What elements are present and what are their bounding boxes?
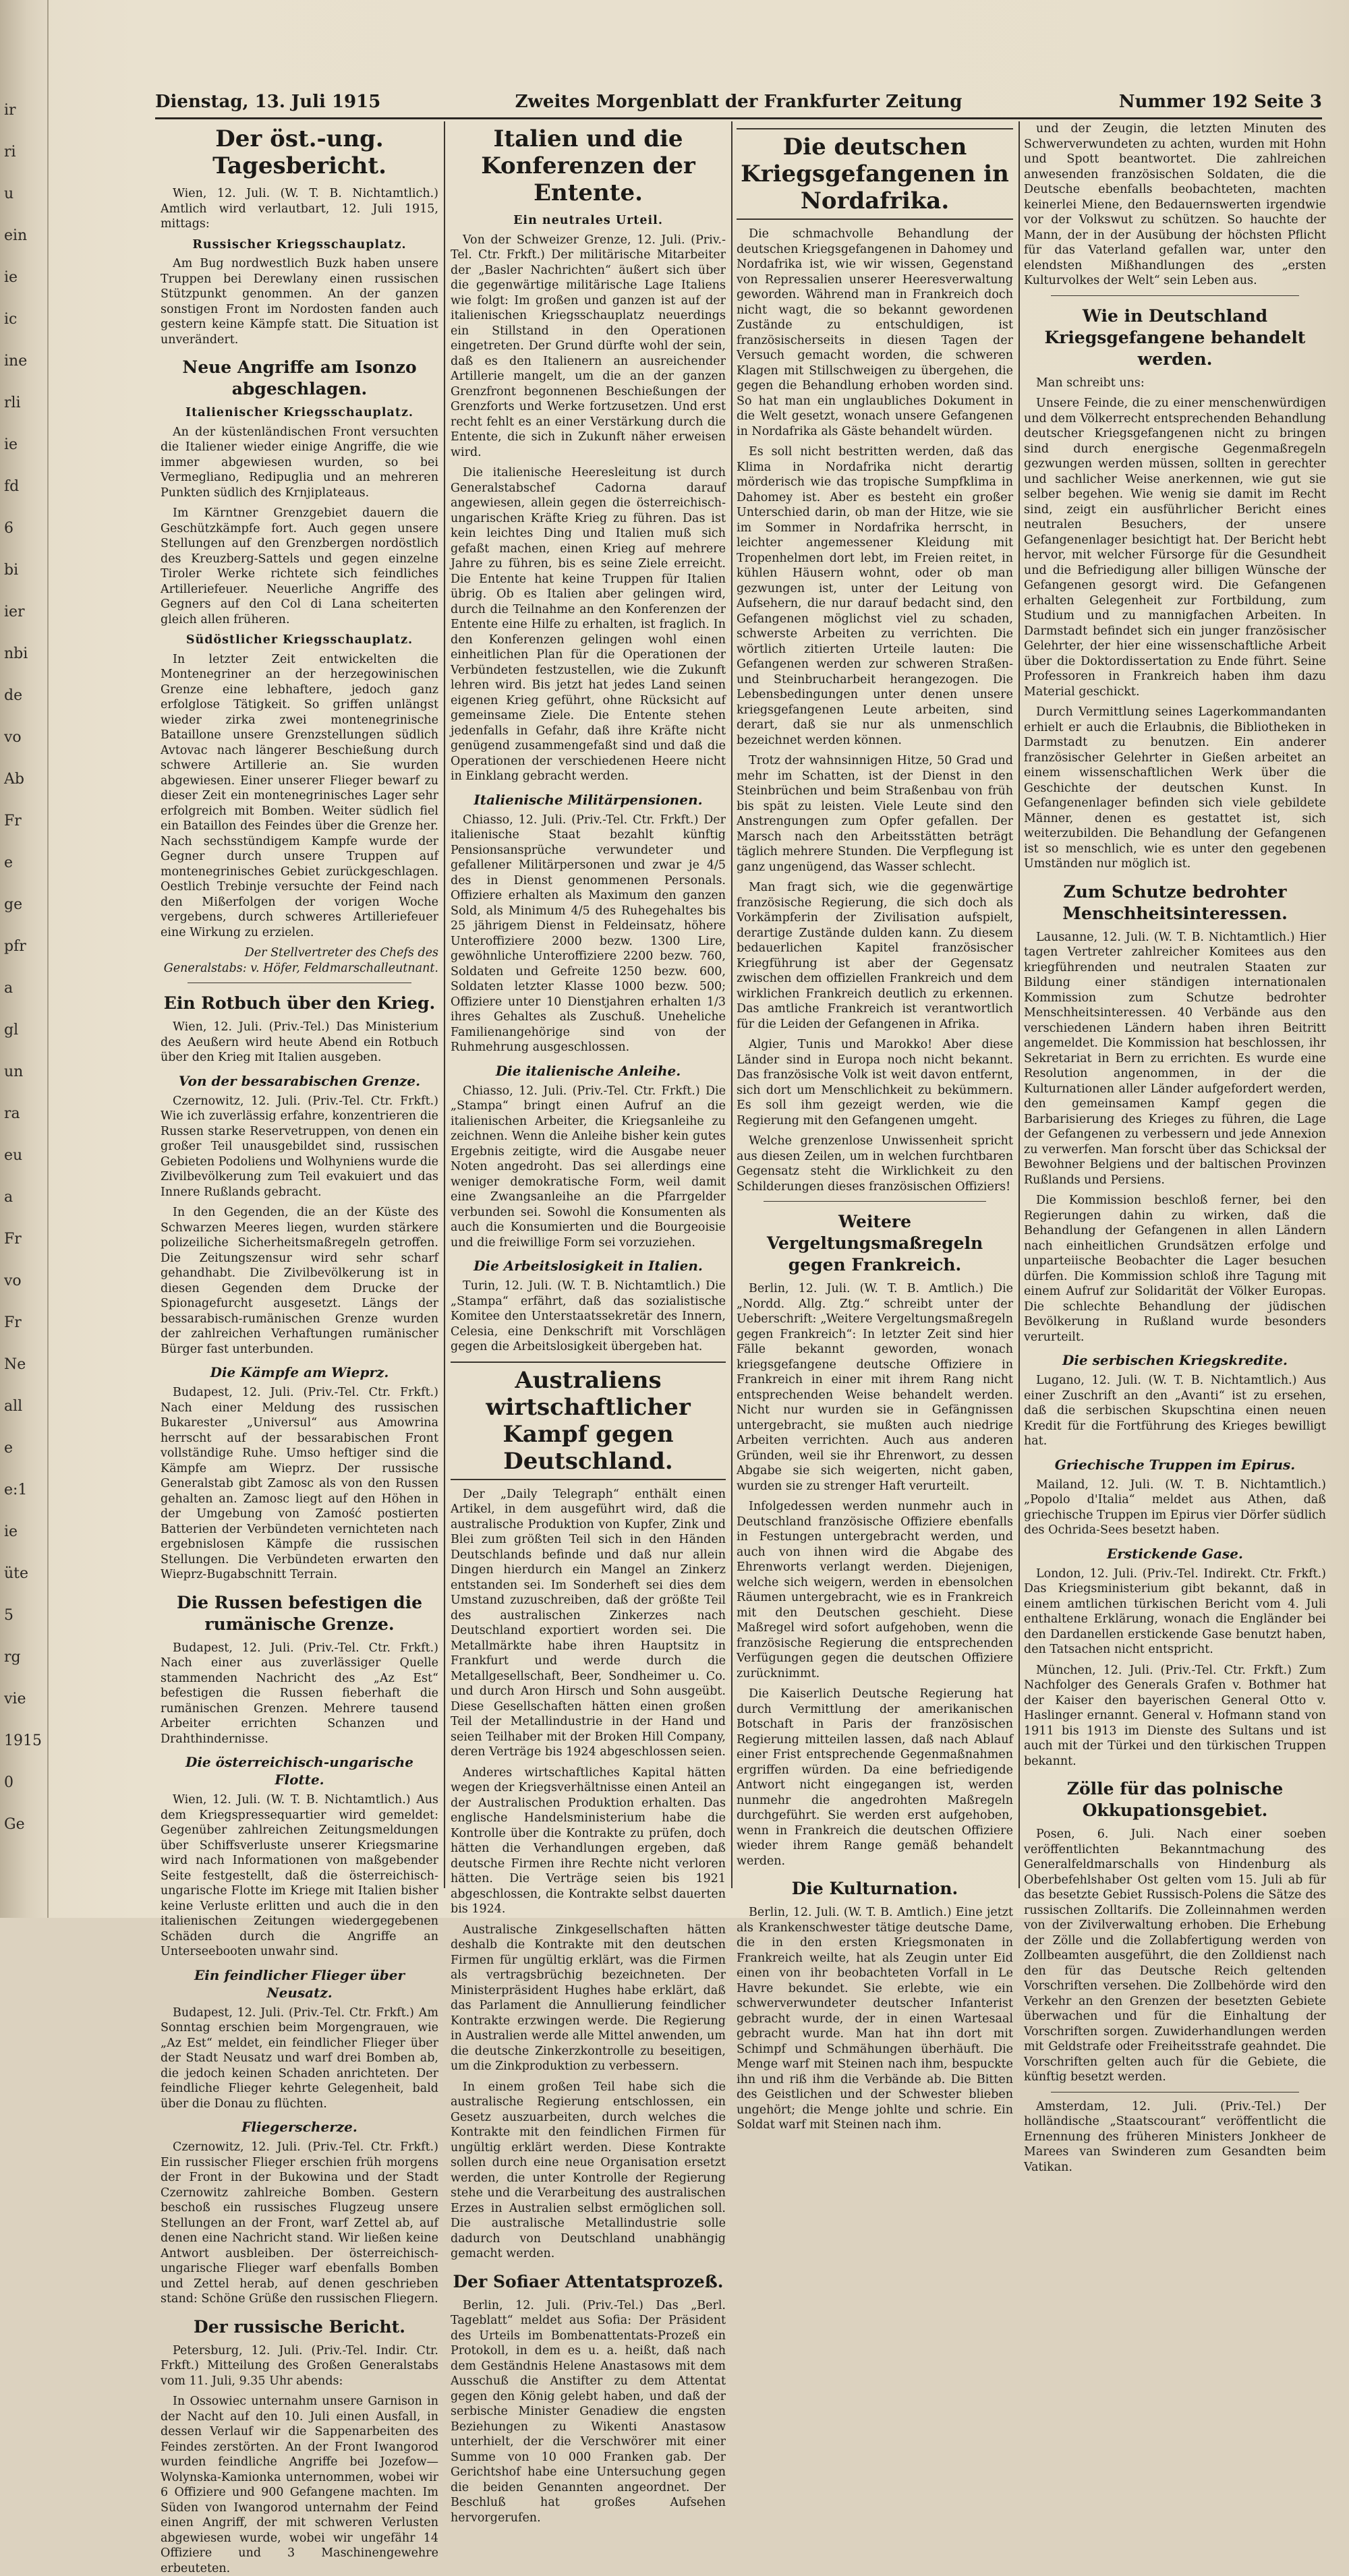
headline-anleihe: Die italienische Anleihe. [495, 1062, 681, 1079]
headline-menschheitsinteressen: Zum Schutze bedrohter Menschheitsinteressen. [1062, 881, 1288, 923]
spine-fragment: vo [4, 729, 22, 746]
spine-fragment: üte [4, 1565, 29, 1582]
spine-fragment: un [4, 1063, 24, 1080]
article-paragraph: Berlin, 12. Juli. (Priv.-Tel.) Das „Berl. Tageblatt“ meldet aus Sofia: Der Präsident des Urteils im Bombenattentats-Prozeß ein Protokoll, in dem es u. a. heißt, daß nach dem Geständnis Helene Anastasows mit dem Ausschuß die Anstifter zu dem Attentat gegen den König gelebt haben, und daß der serbische Minister Genadiew die engsten Beziehungen zu Wikenti Anastasow unterhielt, der die Verschwörer mit einer Summe von 10 000 Franken gab. Der Gerichtshof habe eine Untersuchung gegen die beiden Genannten angeordnet. Der Beschluß hat großes Aufsehen hervorgerufen. [451, 2298, 726, 2525]
column-rule [731, 121, 733, 1888]
divider [1051, 295, 1299, 296]
spine-fragment: ir [4, 102, 16, 119]
spine-fragment: de [4, 687, 23, 704]
headline-bessarabien: Von der bessarabischen Grenze. [178, 1072, 421, 1089]
headline-sofia-prozess: Der Sofiaer Attentatsprozeß. [453, 2271, 724, 2291]
column-1 [161, 121, 438, 2575]
spine-fragment: gl [4, 1022, 19, 1038]
headline-fliegerscherze: Fliegerscherze. [241, 2119, 357, 2135]
article-paragraph: In Ossowiec unternahm unsere Garnison in der Nacht auf den 10. Juli einen Ausfall, in dessen Verlauf wir die Sappenarbeiten des Feindes zerstörten. An der Front Iwangorod wurden feindliche Angriffe bei Jozefow—Wolynska-Kamionka unternommen, wobei wir 6 Offiziere und 900 Gefangene machten. Im Süden von Iwangorod unternahm der Feind einen Angriff, der mit schweren Verlusten abgewiesen wurde, wobei wir ungefähr 14 Offiziere und 3 Maschinengewehre erbeuteten. [161, 2395, 438, 2575]
spine-fragment: 1915 [4, 1732, 42, 1749]
article-paragraph: Australische Zinkgesellschaften hätten deshalb die Kontrakte mit den deutschen Firmen für ungültig erklärt, was die Firmen als vertragsbrüchig bezeichneten. Der Ministerpräsident Hughes habe erklärt, daß das Parlament die Annullierung feindlicher Kontrakte erzwingen werde. Die Regierung in Australien werde alle Mittel anwenden, um die deutsche Zinkerzkontrolle zu beseitigen, um die Zinkproduktion zu verbessern. [451, 1923, 726, 2073]
spine-fragment: Ge [4, 1816, 25, 1833]
spine-fragment: ein [4, 227, 28, 244]
article-paragraph: Die italienische Heeresleitung ist durch Generalstabschef Cadorna darauf angewiesen, allein gegen die österreichisch-ungarischen Kräfte Krieg zu führen. Das ist kein leichtes Ding und Italien muß sich gefaßt machen, einen Krieg auf mehrere Jahre zu führen, bis es seine Ziele erreicht. Die Entente hat keine Truppen für Italien übrig. Ob es Italien aber gelingen wird, durch die Teilnahme an den Konferenzen der Entente eine Hilfe zu erhalten, ist fraglich. In den Konferenzen gelingen wohl einen einheitlichen Plan für die Operationen der Verbündeten festzustellen, wie die Zukunft lehren wird. Bis jetzt hat jedes Land seinen eigenen Krieg geführt, ohne Rücksicht auf gemeinsame Ziele. Die Entente stehen jedenfalls in Gefahr, daß ihre Kräfte nicht genügend zusammengefaßt sind und daß die Operationen der verschiedenen Heere nicht in Einklang gebracht werden. [451, 466, 726, 783]
article-paragraph: Wien, 12. Juli. (W. T. B. Nichtamtlich.) Amtlich wird verlautbart, 12. Juli 1915, mittags: [161, 187, 438, 231]
article-paragraph: Es soll nicht bestritten werden, daß das Klima in Nordafrika nicht derartig mörderisch wie das tropische Sumpfklima in Dahomey ist. Aber es besteht ein großer Unterschied darin, ob man der Hitze, wie sie im Sommer in Nordafrika herrscht, in leichter angemessener Kleidung mit Tropenhelmen dort lebt, im Freien reitet, in kühlen Häusern wohnt, oder ob man gezwungen ist, unter der Leitung von Aufsehern, die nur darauf bedacht sind, den Gefangenen möglichst viel zu schaden, schwerste Arbeiten zu verrichten. Die wörtlich zitierten Urteile lauten: Die Gefangenen werden zur schweren Straßen- und Steinbrucharbeit herangezogen. Die Lebensbedingungen unter denen unsere kriegsgefangenen Leute arbeiten, sind derart, daß sie nur als unmenschlich bezeichnet werden können. [737, 445, 1013, 747]
headline-rotbuch: Ein Rotbuch über den Krieg. [163, 993, 436, 1013]
headline-militaerpensionen: Italienische Militärpensionen. [473, 791, 703, 808]
spine-fragment: nbi [4, 645, 28, 662]
spine-fragment: ic [4, 311, 18, 328]
article-paragraph: Unsere Feinde, die zu einer menschenwürdigen und dem Völkerrecht entsprechenden Behandlung deutscher Kriegsgefangenen nicht zu bringen sind durch energische Gegenmaßregeln gezwungen werden müssen, sollten in gerechter und sachlicher Weise anerkennen, wie gut sie selber begehen. Wie wenig sie damit im Recht sind, zeigt ein ausführlicher Bericht eines neutralen Besuchers, der unsere Gefangenenlager besichtigt hat. Der Bericht hebt hervor, mit welcher Fürsorge für die Gesundheit und die Befriedigung aller billigen Wünsche der Gefangenen gesorgt wird. Die Gefangenen erhalten Gelegenheit zur Fortbildung, zum Studium und zu mannigfachen Arbeiten. In Darmstadt befindet sich ein junger französischer Gelehrter, der hier eine wissenschaftliche Arbeit über die Doktordissertation zu Ende führt. Seine Professoren in Frankreich haben ihm dazu Material geschickt. [1024, 397, 1326, 699]
subheading: Südöstlicher Kriegsschauplatz. [185, 633, 413, 647]
article-paragraph: Am Bug nordwestlich Buzk haben unsere Truppen bei Derewlany einen russischen Stützpunkt genommen. An der ganzen sonstigen Front im Nordosten fanden auch gestern keine Kämpfe statt. Die Situation ist unverändert. [161, 257, 438, 347]
article-paragraph: Turin, 12. Juli. (W. T. B. Nichtamtlich.) Die „Stampa“ erfährt, daß das sozialistische Komitee den Unterstaatssekretär des Innern, Celesia, eine Denkschrift mit Vorschlägen gegen die Arbeitslosigkeit übergeben hat. [451, 1279, 726, 1353]
article-paragraph: Budapest, 12. Juli. (Priv.-Tel. Ctr. Frkft.) Nach einer Meldung des russischen Bukarester „Universul“ aus Amowrina herrscht auf der bessarabischen Front vollständige Ruhe. Umso heftiger sind die Kämpfe am Wieprz. Der russische Generalstab gibt Zamosc als von den Russen gehalten an. Zamosc liegt auf den Höhen in der Umgebung von Zamość postierten Batterien der Verbündeten vernichteten nach ergebnislosen Kämpfe die russischen Stellungen. Die Verbündeten erwarten den Wieprz-Bugabschnitt Terrain. [161, 1386, 438, 1581]
article-paragraph: Lausanne, 12. Juli. (W. T. B. Nichtamtlich.) Hier tagen Vertreter zahlreicher Komitees aus den kriegführenden und neutralen Staaten zur Bildung einer ständigen internationalen Kommission zum Schutze bedrohter Menschheitsinteressen. 40 Verbände aus den verschiedenen Ländern haben ihren Beitritt angemeldet. Die Kommission hat beschlossen, ihr Sekretariat in Bern zu errichten. Es wurde eine Resolution angenommen, in der die Kulturnationen aller Länder aufgefordert werden, den gemeinsamen Kampf gegen die Barbarisierung des Krieges zu führen, die Lage der Gefangenen zu verbessern und jede Annexion zu verwerfen. Man forscht über das Schicksal der Bewohner Belgiens und der baltischen Provinzen Rußlands und Persiens. [1024, 930, 1326, 1187]
spine-fragment: Ab [4, 771, 24, 788]
article-paragraph: Die schmachvolle Behandlung der deutschen Kriegsgefangenen in Dahomey und Nordafrika ist, wie wir wissen, Gegenstand von Repressalien unserer Heeresverwaltung geworden. Während man in Frankreich doch nicht wagt, die so bekannt gewordenen Zustände zu entschuldigen, ist französischerseits in diesen Tagen der Versuch gemacht worden, die schweren Klagen mit Stillschweigen zu übergehen, die gegen die Behandlung erhoben worden sind. So hat man ein unglaubliches Dokument in die Welt gesetzt, wonach unsere Gefangenen in Nordafrika als Gäste behandelt würden. [737, 227, 1013, 438]
article-paragraph: Welche grenzenlose Unwissenheit spricht aus diesen Zeilen, um in welchen furchtbaren Gegensatz steht die Wirklichkeit zu den Schilderungen dieses französischen Offiziers! [737, 1134, 1013, 1194]
headline-kulturnation: Die Kulturnation. [791, 1879, 958, 1898]
spine-fragment: ier [4, 604, 25, 620]
column-2 [451, 121, 726, 2525]
spine-fragment: rli [4, 394, 21, 411]
headline-wieprz: Die Kämpfe am Wieprz. [210, 1364, 389, 1380]
article-paragraph: Mailand, 12. Juli. (W. T. B. Nichtamtlich.) „Popolo d'Italia“ meldet aus Athen, daß griechische Truppen im Epirus vier Dörfer südlich des Ochrida-Sees besetzt haben. [1024, 1477, 1326, 1537]
headline-isonzo: Neue Angriffe am Isonzo abgeschlagen. [182, 357, 417, 399]
article-paragraph: An der küstenländischen Front versuchten die Italiener wieder einige Angriffe, die wie immer abgewiesen wurden, so bei Vermegliano, Redipuglia und an mehreren Punkten südlich des Krnjiplateaus. [161, 425, 438, 500]
header-title: Zweites Morgenblatt der Frankfurter Zeitung [515, 92, 963, 112]
spine-fragment: eu [4, 1147, 23, 1164]
signature: Der Stellvertreter des Chefs des Generalstabs: v. Höfer, Feldmarschalleutnant. [163, 946, 438, 975]
article-paragraph: Budapest, 12. Juli. (Priv.-Tel. Ctr. Frkft.) Am Sonntag erschien beim Morgengrauen, wie „Az Est“ meldet, ein feindlicher Flieger über der Stadt Neusatz und warf drei Bomben ab, die jedoch keinen Schaden anrichteten. Der feindliche Flieger kehrte Gelegenheit, bald über die Donau zu flüchten. [161, 2006, 438, 2111]
spine-fragment: ge [4, 896, 23, 913]
spine-fragment: a [4, 1189, 13, 1206]
headline-russischer-bericht: Der russische Bericht. [194, 2316, 405, 2337]
article-paragraph: Infolgedessen werden nunmehr auch in Deutschland französische Offiziere ebenfalls in Festungen untergebracht werden, und auch von ihnen wird die Abgabe des Ehrenworts verlangt werden. Diejenigen, welche sich weigern, werden in ebensolchen Räumen untergebracht, wie es in Frankreich mit den Deutschen geschieht. Diese Maßregel wird sofort aufgehoben, wenn die französische Regierung die entsprechenden Verfügungen gegen die deutschen Offiziere zurücknimmt. [737, 1500, 1013, 1680]
headline-vergeltung: Weitere Vergeltungsmaßregeln gegen Frankreich. [766, 1212, 983, 1275]
article-paragraph: Algier, Tunis und Marokko! Aber diese Länder sind in Europa noch nicht bekannt. Das französische Volk ist weit davon entfernt, sich dort um Menschlichkeit zu bekümmern. Es soll ihm gezeigt werden, wie die Regierung mit den Gefangenen umgeht. [737, 1038, 1013, 1128]
divider [764, 1201, 986, 1202]
article-paragraph: Man fragt sich, wie die gegenwärtige französische Regierung, die sich doch als Vorkämpferin der Zivilisation aufspielt, derartige Zustände dulden kann. Zu diesem bedauerlichen Kapitel französischer Kriegführung ist aber der Gegensatz zwischen dem offiziellen Frankreich und dem wirklichen Frankreich deutlich zu erkennen. Das amtliche Frankreich ist verantwortlich für die Leiden der Gefangenen in Afrika. [737, 881, 1013, 1031]
article-paragraph: Man schreibt uns: [1036, 376, 1145, 390]
spine-fragment: a [4, 980, 13, 997]
article-paragraph: Lugano, 12. Juli. (W. T. B. Nichtamtlich.) Aus einer Zuschrift an den „Avanti“ ist zu ersehen, daß die serbischen Skupschtina einen neuen Kredit für die Fortführung des Krieges bewilligt hat. [1024, 1374, 1326, 1448]
spine-fragment: ra [4, 1105, 20, 1122]
spine-fragment: ine [4, 353, 28, 370]
headline-rumaenische-grenze: Die Russen befestigen die rumänische Grenze. [177, 1592, 422, 1634]
subheading: Ein neutrales Urteil. [513, 214, 663, 227]
article-paragraph: Posen, 6. Juli. Nach einer soeben veröffentlichten Bekanntmachung des Generalfeldmarschalls von Hindenburg als Oberbefehlshaber Ost gelten vom 15. Juli ab für das besetzte Gebiet Russisch-Polens die Sätze des russischen Zolltarifs. Die Zolleinnahmen werden von der Zivilverwaltung erhoben. Die Erhebung der Zölle und die Zollabfertigung werden von Zollbeamten ausgeführt, die den Zolldienst nach den für das Deutsche Reich geltenden Vorschriften versehen. Die Zollbehörde wird den Verkehr an den Grenzen der besetzten Gebiete überwachen und für die Einhaltung der Vorschriften sorgen. Zuwiderhandlungen werden mit Geldstrafe oder Freiheitsstrafe geahndet. Die Vorschriften gelten auch für die Gebiete, die künftig besetzt werden. [1024, 1827, 1326, 2084]
article-paragraph: Wien, 12. Juli. (W. T. B. Nichtamtlich.) Aus dem Kriegspressequartier wird gemeldet: Gegenüber zahlreichen Zeitungsmeldungen über Schiffsverluste unserer Kriegsmarine wird nach Informationen von maßgebender Seite festgestellt, daß die österreichisch-ungarische Flotte im Kriege mit Italien bisher keine Verluste erlitten und auch die in den italienischen Zeitungen wiedergegebenen Schäden durch die Angriffe an Unterseebooten unwahr sind. [161, 1793, 438, 1958]
article-paragraph: Chiasso, 12. Juli. (Priv.-Tel. Ctr. Frkft.) Der italienische Staat bezahlt künftig Pensionsansprüche verwundeter und gefallener Militärpersonen und zwar je 4/5 des in Dienst genommenen Personals. Offiziere erhalten als Maximum den ganzen Sold, als Minimum 4/5 des Ruhegehaltes bis 25 jährigem Dienst in Feldeinsatz, höhere Unteroffiziere 2000 bezw. 1300 Lire, gewöhnliche Unteroffiziere 2200 bezw. 760, Soldaten und Gefreite 1250 bezw. 600, Soldaten letzter Klasse 1000 bezw. 500; Offiziere unter 10 Dienstjahren erhalten 1/3 ihres Gehaltes als Zuschuß. Uneheliche Familienangehörige sind von der Ruhmehrung ausgeschlossen. [451, 813, 726, 1054]
article-paragraph: Berlin, 12. Juli. (W. T. B. Amtlich.) Die „Nordd. Allg. Ztg.“ schreibt unter der Ueberschrift: „Weitere Vergeltungsmaßregeln gegen Frankreich“: In letzter Zeit sind hier Fälle bekannt geworden, wonach kriegsgefangene deutsche Offiziere in Frankreich in einer mit ihrem Rang nicht entsprechenden Weise behandelt werden. Nicht nur wurden sie in Gefängnissen untergebracht, sie mußten auch niedrige Arbeiten verrichten. Auch aus anderen Gründen, weil sie ihr Ehrenwort, zu dessen Abgabe sie sich weigerten, nicht gaben, wurden sie zu strenger Haft verurteilt. [737, 1282, 1013, 1493]
spine-fragment: ie [4, 269, 18, 286]
article-paragraph: Die Kommission beschloß ferner, bei den Regierungen dahin zu wirken, daß die Behandlung der Gefangenen in allen Ländern nach einheitlichen Grundsätzen erfolge und unparteiische Beobachter die Lager besuchen dürfen. Die Kommission schloß ihre Tagung mit einem Aufruf zur Solidarität der Völker Europas. Die schlechte Behandlung der jüdischen Bevölkerung in Rußland wurde besonders verurteilt. [1024, 1194, 1326, 1344]
headline-behandlung-gefangene: Wie in Deutschland Kriegsgefangene behandelt werden. [1044, 305, 1306, 369]
headline-box [451, 1362, 726, 1480]
spine-fragment: Fr [4, 1231, 22, 1248]
headline-tagesbericht: Der öst.-ung. Tagesbericht. [212, 125, 386, 179]
spine-fragment: e [4, 1440, 13, 1457]
article-paragraph: Chiasso, 12. Juli. (Priv.-Tel. Ctr. Frkft.) Die „Stampa“ bringt einen Aufruf an die italienischen Arbeiter, die Kriegsanleihe zu zeichnen. Wenn die Anleihe bisher kein gutes Ergebnis zeitigte, wird die Ausgabe neuer Noten angedroht. Das sei allerdings eine weniger demokratische Form, weil damit eine Zwangsanleihe an die Pfarrgelder verbunden sei. Sowohl die Konsumenten als auch die Konsumierten und die Bourgeoisie und die freiwillige Form sei vorzuziehen. [451, 1084, 726, 1250]
article-paragraph: Die Kaiserlich Deutsche Regierung hat durch Vermittlung der amerikanischen Botschaft in Paris der französischen Regierung mitteilen lassen, daß nach Ablauf einer Frist entsprechende Gegenmaßnahmen ergriffen würden. Da eine befriedigende Antwort nicht eingegangen ist, werden nunmehr die angedrohten Maßregeln durchgeführt. Sie werden erst aufgehoben, wenn in Frankreich die deutschen Offiziere wieder ihrem Range gemäß behandelt werden. [737, 1687, 1013, 1868]
headline-italien-entente: Italien und die Konferenzen der Entente. [481, 125, 695, 206]
column-rule [444, 121, 445, 1888]
column-3 [737, 121, 1013, 2132]
spine-fragment: pfr [4, 938, 26, 955]
article-paragraph: und der Zeugin, die letzten Minuten des Schwerverwundeten zu achten, wurden mit Hohn und Spott beantwortet. Die zahlreichen anwesenden französischen Soldaten, die die Deutsche ebenfalls beobachteten, machten keinerlei Miene, den Bedauernswerten irgendwie vor der Volkswut zu schützen. So hauchte der Mann, der in der Ausübung der höchsten Pflicht für das Vaterland gefallen war, unter den elendsten Mißhandlungen des „ersten Kulturvolkes der Welt“ sein Leben aus. [1024, 122, 1326, 287]
page-header [155, 88, 1322, 119]
spine-fragment: 6 [4, 520, 13, 537]
article-paragraph: In den Gegenden, die an der Küste des Schwarzen Meeres liegen, wurden stärkere polizeiliche Sicherheitsmaßregeln getroffen. Die Zeitungszensur wird sehr scharf gehandhabt. Die Zivilbevölkerung ist in diesen Gegenden dem Drucke der Spionagefurcht ausgesetzt. Längs der bessarabisch-rumänischen Grenze wurden der zahlreichen Verhaftungen rumänischer Bürger fast unterbunden. [161, 1206, 438, 1356]
article-paragraph: In letzter Zeit entwickelten die Montenegriner an der herzegowinischen Grenze eine lebhaftere, jedoch ganz erfolglose Tätigkeit. So griffen unlängst wieder zirka zwei montenegrinische Bataillone unsere Grenzstellungen südlich Avtovac nach längerer Beschießung durch schwere Artillerie an. Sie wurden abgewiesen. Einer unserer Flieger bewarf zu dieser Zeit ein montenegrinisches Lager sehr erfolgreich mit Bomben. Weiter südlich fiel ein Bataillon des Feindes über die Grenze her. Nach sechsstündigem Kampfe wurde der Gegner durch unsere Truppen auf montenegrinisches Gebiet zurückgeschlagen. Oestlich Trebinje versuchte der Feind nach den Mißerfolgen der vorigen Woche vergebens, durch schweres Artilleriefeuer eine Wirkung zu erzielen. [161, 652, 438, 939]
headline-box [737, 128, 1013, 220]
headline-flotte: Die österreichisch-ungarische Flotte. [185, 1754, 414, 1788]
article-paragraph: Von der Schweizer Grenze, 12. Juli. (Priv.-Tel. Ctr. Frkft.) Der militärische Mitarbeiter der „Basler Nachrichten“ äußert sich über die gegenwärtige militärische Lage Italiens wie folgt: Im großen und ganzen ist auf der italienischen Kriegsschauplatz neuerdings ein Stillstand in den Operationen eingetreten. Der Grund dürfte wohl der sein, daß es den Italienern an ausreichender Artillerie mangelt, um die an der ganzen Grenzfront begonnenen Beschießungen der Grenzforts und Werke fortzusetzen. Und erst recht fehlt es an einer Verstärkung durch die Entente, die sich in Zukunft näher erweisen wird. [451, 233, 726, 459]
subheading: Italienischer Kriegsschauplatz. [185, 406, 414, 419]
header-date: Dienstag, 13. Juli 1915 [155, 92, 381, 112]
headline-arbeitslosigkeit: Die Arbeitslosigkeit in Italien. [473, 1258, 703, 1274]
spine-fragment: u [4, 185, 14, 202]
article-paragraph: Amsterdam, 12. Juli. (Priv.-Tel.) Der holländische „Staatscourant“ veröffentlicht die Ernennung des früheren Ministers Jonkheer de Marees van Swinderen zum Gesandten beim Vatikan. [1024, 2099, 1326, 2174]
headline-zoelle-polen: Zölle für das polnische Okkupationsgebiet. [1066, 1779, 1284, 1820]
spine-fragment: ie [4, 436, 18, 453]
spine-fragment: fd [4, 478, 20, 495]
spine-fragment: e:1 [4, 1482, 28, 1498]
spine-fragment: ie [4, 1523, 18, 1540]
article-paragraph: London, 12. Juli. (Priv.-Tel. Indirekt. Ctr. Frkft.) Das Kriegsministerium gibt bekannt, daß in einem amtlichen türkischen Bericht vom 4. Juli enthaltene Erklärung, wonach die Engländer bei den Dardanellen erstickende Gase benutzt haben, den Tatsachen nicht entspricht. [1024, 1567, 1326, 1656]
adjacent-page-edge [0, 0, 49, 1918]
article-paragraph: In einem großen Teil habe sich die australische Regierung entschlossen, ein Gesetz auszuarbeiten, durch welches die Kontrakte mit den feindlichen Firmen für ungültig erklärt werden. Diese Kontrakte sollen durch eine neue Organisation ersetzt werden, die unter Kontrolle der Regierung stehe und die Verarbeitung des australischen Erzes in Australien selbst ermöglichen soll. Die australische Metallindustrie solle dadurch von Deutschland unabhängig gemacht werden. [451, 2080, 726, 2260]
subheading: Russischer Kriegsschauplatz. [192, 237, 407, 252]
article-paragraph: Anderes wirtschaftliches Kapital hätten wegen der Kriegsverhältnisse einen Anteil an der Australischen Produktion erhalten. Das englische Handelsministerium habe die Kontrolle über die Kontrakte zu prüfen, doch hätten die Verhandlungen ergeben, daß deutsche Firmen ihre Rechte nicht verloren hätten. Die Verträge seien bis 1921 abgeschlossen, die Kontrakte selbst dauerten bis 1924. [451, 1765, 726, 1916]
spine-fragment: rg [4, 1649, 21, 1666]
article-paragraph: Czernowitz, 12. Juli. (Priv.-Tel. Ctr. Frkft.) Wie ich zuverlässig erfahre, konzentrieren die Russen starke Reservetruppen, von denen ein großer Teil unausgebildet sind, russischen Gebieten Podoliens und Wolhyniens wurde die Zivilbevölkerung zum Teil evakuiert und das Innere Rußlands gebracht. [161, 1094, 438, 1199]
article-paragraph: Budapest, 12. Juli. (Priv.-Tel. Ctr. Frkft.) Nach einer aus zuverlässiger Quelle stammenden Nachricht des „Az Est“ befestigen die Russen fieberhaft die rumänischen Grenzen. Mehrere tausend Arbeiter errichten Schanzen und Drahthindernisse. [161, 1641, 438, 1746]
spine-fragment: e [4, 854, 13, 871]
spine-fragment: 5 [4, 1607, 13, 1624]
headline-neusatz: Ein feindlicher Flieger über Neusatz. [194, 1966, 405, 2001]
article-paragraph: Durch Vermittlung seines Lagerkommandanten erhielt er auch die Erlaubnis, die Bibliotheken in Darmstadt zu benutzen. Ein anderer französischer Gelehrter in Gießen arbeitet an einem wissenschaftlichen Werk über die Geschichte der deutschen Kunst. In Gefangenenlager befinden sich viele gebildete Männer, denen es gestattet ist, sich weiterzubilden. Die Behandlung der Gefangenen ist so menschlich, wie es unter den gegebenen Umständen nur möglich ist. [1024, 705, 1326, 871]
article-paragraph: Wien, 12. Juli. (Priv.-Tel.) Das Ministerium des Aeußern wird heute Abend ein Rotbuch über den Krieg mit Italien ausgeben. [161, 1020, 438, 1064]
headline-kriegsgefangene-nordafrika: Die deutschen Kriegsgefangenen in Nordafrika. [741, 134, 1009, 214]
article-paragraph: Der „Daily Telegraph“ enthält einen Artikel, in dem ausgeführt wird, daß die australische Produktion von Kupfer, Zink und Blei zum größten Teil sich in den Händen Deutschlands befinde und daß nur allein Dingen hierdurch ein Mangel an Zinkerz entstanden sei. Im Sonderheft sei dies dem Umstand zuzuschreiben, daß der größte Teil des australischen Zinkerzes nach Deutschland exportiert worden sei. Die Metallmärkte habe ihren Hauptsitz in Frankfurt und werde durch die Metallgesellschaft, Beer, Sondheimer u. Co. und durch Aron Hirsch und Sohn ausgeübt. Diese Gesellschaften hätten einen großen Teil der Metallindustrie in der Hand und seien Teilhaber mit der Broken Hill Company, deren Verträge bis 1924 abgeschlossen seien. [451, 1487, 726, 1759]
spine-fragment: vie [4, 1691, 26, 1707]
spine-fragment: bi [4, 562, 19, 579]
article-paragraph: München, 12. Juli. (Priv.-Tel. Ctr. Frkft.) Zum Nachfolger des Generals Grafen v. Bothmer hat der Kaiser den bayerischen General Otto v. Haslinger ernannt. General v. Hofmann stand von 1911 bis 1913 im Dienste des Sultans und ist auch mit der Türkei und den türkischen Truppen bekannt. [1024, 1663, 1326, 1768]
header-number: Nummer 192 Seite 3 [1118, 92, 1322, 112]
article-paragraph: Petersburg, 12. Juli. (Priv.-Tel. Indir. Ctr. Frkft.) Mitteilung des Großen Generalstabs vom 11. Juli, 9.35 Uhr abends: [161, 2343, 438, 2388]
headline-australien: Australiens wirtschaftlicher Kampf gegen Deutschland. [486, 1366, 691, 1475]
headline-serbische-kredite: Die serbischen Kriegskredite. [1062, 1352, 1288, 1368]
article-paragraph: Czernowitz, 12. Juli. (Priv.-Tel. Ctr. Frkft.) Ein russischer Flieger erschien früh morgens der Front in der Bukowina und der Stadt Czernowitz zahlreiche Bomben. Gestern beschoß ein russisches Flugzeug unsere Stellungen an der Front, warf Zettel ab, auf denen eine Nachricht stand. Wir ließen keine Antwort ausbleiben. Der österreichisch-ungarische Flieger warf ebenfalls Bomben und Zettel herab, auf denen geschrieben stand: Schöne Grüße den russischen Fliegern. [161, 2140, 438, 2306]
column-rule [1018, 121, 1020, 1888]
spine-fragment: Fr [4, 813, 22, 829]
headline-epirus: Griechische Truppen im Epirus. [1054, 1456, 1296, 1473]
spine-fragment: all [4, 1398, 23, 1415]
spine-fragment: ri [4, 144, 16, 160]
spine-fragment: Fr [4, 1314, 22, 1331]
article-paragraph: Im Kärntner Grenzgebiet dauern die Geschützkämpfe fort. Auch gegen unsere Stellungen auf den Grenzbergen nordöstlich des Kreuzberg-Sattels und gegen einzelne Tiroler Werke richtete sich feindliches Artilleriefeuer. Neuerliche Angriffe des Gegners auf den Col di Lana scheiterten gleich allen früheren. [161, 506, 438, 626]
spine-fragment: Ne [4, 1356, 26, 1373]
column-4 [1024, 121, 1326, 2174]
article-paragraph: Trotz der wahnsinnigen Hitze, 50 Grad und mehr im Schatten, ist der Dienst in den Steinbrüchen und beim Straßenbau von früh bis spät zu leisten. Viele Leute sind den Anstrengungen zum Opfer gefallen. Der Marsch nach den Arbeitsstätten beträgt täglich mehrere Stunden. Die Verpflegung ist ganz ungenügend, das Wasser schlecht. [737, 754, 1013, 874]
article-paragraph: Berlin, 12. Juli. (W. T. B. Amtlich.) Eine jetzt als Krankenschwester tätige deutsche Dame, die in den ersten Kriegsmonaten in Frankreich weilte, hat als Zeugin unter Eid einen von ihr beobachteten Vorfall in Le Havre bekundet. Sie erlebte, wie ein schwerverwundeter deutscher Infanterist gebracht wurde, der in einen Wartesaal gebracht wurde. Man hat ihn dort mit Schimpf und Schmähungen überhäuft. Die Menge warf mit Steinen nach ihm, bespuckte ihn und riß ihm die Verbände ab. Die Bitten des Geistlichen und der Schwester blieben ungehört; die Menge johlte und schrie. Ein Soldat warf mit Steinen nach ihm. [737, 1906, 1013, 2132]
spine-fragment: vo [4, 1272, 22, 1289]
headline-gase: Erstickende Gase. [1107, 1545, 1243, 1562]
spine-fragment: 0 [4, 1774, 13, 1791]
